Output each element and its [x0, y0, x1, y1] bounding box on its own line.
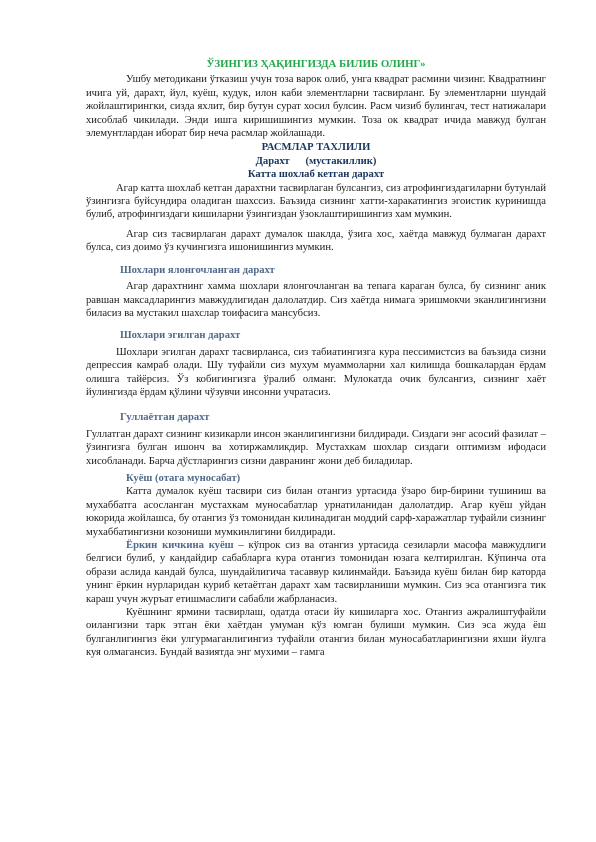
document-title: ЎЗИНГИЗ ҲАҚИНГИЗДА БИЛИБ ОЛИНГ» [206, 58, 426, 70]
intro-paragraph: Ушбу методикани ўтказиш учун тоза варок олиб, унга квадрат расмини чизинг. Квадратнинг ичига уй, дарахт, йул, куёш, кудук, илон каби элементларни тасвирланг. Бу элементларни шундай жойлаштирингки, сизда яхлит, бир бутун сурат хосил булсин. Расм чизиб булингач, тест натижалари хисоблаб чикилади. Энди ишга киришишингиз мумкин. Тоза ок квадрат ичида мавжуд булган элемунтлардан иборат бир неча расмлар жойлашади. [86, 74, 546, 140]
blooming-tree-heading: Гуллаётган дарахт [120, 412, 210, 424]
bent-branches-paragraph: Шохлари эгилган дарахт тасвирланса, сиз табиатингизга кура пессимистсиз ва баъзида сизни депрессия камраб олади. Шу туфайли сиз мухум муаммоларни хал килишда бошкалардан ёрдам олишга тайёрсиз. Ўз кобигингизга ўралиб олманг. Мулокатда очик булсангиз, сизнинг хаёт йулингизда ёрдам қўлини чўзувчи инсонни учратасиз. [86, 346, 546, 398]
big-tree-paragraph-2: Агар сиз тасвирлаган дарахт думалок шаклда, ўзига хос, хаётда мавжуд булмаган дарахт булса, сиз доимо ўз кучингизга ишонишингиз мумкин. [86, 228, 546, 254]
sun-paragraph-2 [86, 539, 546, 606]
sun-paragraph-3: Куёшнинг ярмини тасвирлаш, одатда отаси йу кишиларга хос. Отангиз ажралиштуфайли оилангизни тарк этган ёки хаётдан умуман кўз юмган булиши мумкин. Сиз эса жуда ёш булганлигингиз ёки улгурмаганлигингиз туфайли отангиз билан муносабатларингизни яхши йулга куя олмагансиз. Бундай вазиятда энг мухими – гамга [86, 607, 546, 659]
tree-heading: Дарахт (мустакиллик) [255, 155, 377, 167]
sun-paragraph-1: Катта думалок куёш тасвири сиз билан отангиз уртасида ўзаро бир-бирини тушиниш ва мухаббатга асосланган мустахкам муносабатлар урнатиланидан далолатдир. Агар куёш уйдан юкорида жойлашса, бу отангиз ўз томонидан килинадиган моддий сарф-харажатлар туфайли сизнинг мухаббатингизни козониши мумкинлигини билдиради. [86, 486, 546, 538]
sun-heading: Куёш (отага муносабат) [126, 472, 241, 484]
small-sun-text: – кўпрок сиз ва отангиз уртасида сезиларли масофа мавжудлиги белгиси булиб, у кандайдир сабабларга кура отангиз томонидан юзага келтирилган. Кўпинча ота образи аслида кандай булса, шундайлигича тасаввур килинмайди. Баъзида куёш билан бир каторда унинг ёркин нурларидан куриб кетаётган дарахт хам тасвирланиши мумкин. Сиз эса отангизга тик караш учун журъат етишмаслиги сабабли жабрланасиз. [86, 540, 546, 605]
small-sun-lead: Ёркин кичкина куёш [126, 540, 234, 551]
bent-branches-heading: Шохлари эгилган дарахт [120, 330, 241, 342]
document-body [86, 58, 546, 660]
big-tree-paragraph-1: Агар катта шохлаб кетган дарахтни тасвирлаган булсангиз, сиз атрофингиздагиларни бутунлай ўзингизга буйсундира оладиган шахссиз. Баъзида сизнинг хатти-харакатингиз эгоистик куринишда булиб, атрофингиздаги кишиларни ўзингиздан ўзоклаштиришингиз хам мумкин. [86, 182, 546, 221]
bare-branches-paragraph: Агар дарахтнинг хамма шохлари ялонгочланган ва тепага караган булса, бу сизнинг аник равшан максадларингиз мавжудлигидан далолатдир. Сиз хаётда нимага эришмокчи эканлигингизни биласиз ва мустакил шахслар тоифасига мансубсиз. [86, 281, 546, 319]
blooming-tree-paragraph: Гуллатган дарахт сизнинг кизикарли инсон эканлигингизни билдиради. Сиздаги энг асосий фазилат – ўзингизга булган ишонч ва хотиржамликдир. Мустахкам шохлар сиздаги оптимизм ифодаси хисобланади. Барча дўстларингиз сизни давранинг жони деб биладилар. [86, 428, 546, 467]
analysis-heading: РАСМЛАР ТАХЛИЛИ [261, 142, 371, 154]
big-tree-heading: Катта шохлаб кетган дарахт [247, 169, 385, 181]
bare-branches-heading: Шохлари ялонгочланган дарахт [120, 264, 275, 276]
